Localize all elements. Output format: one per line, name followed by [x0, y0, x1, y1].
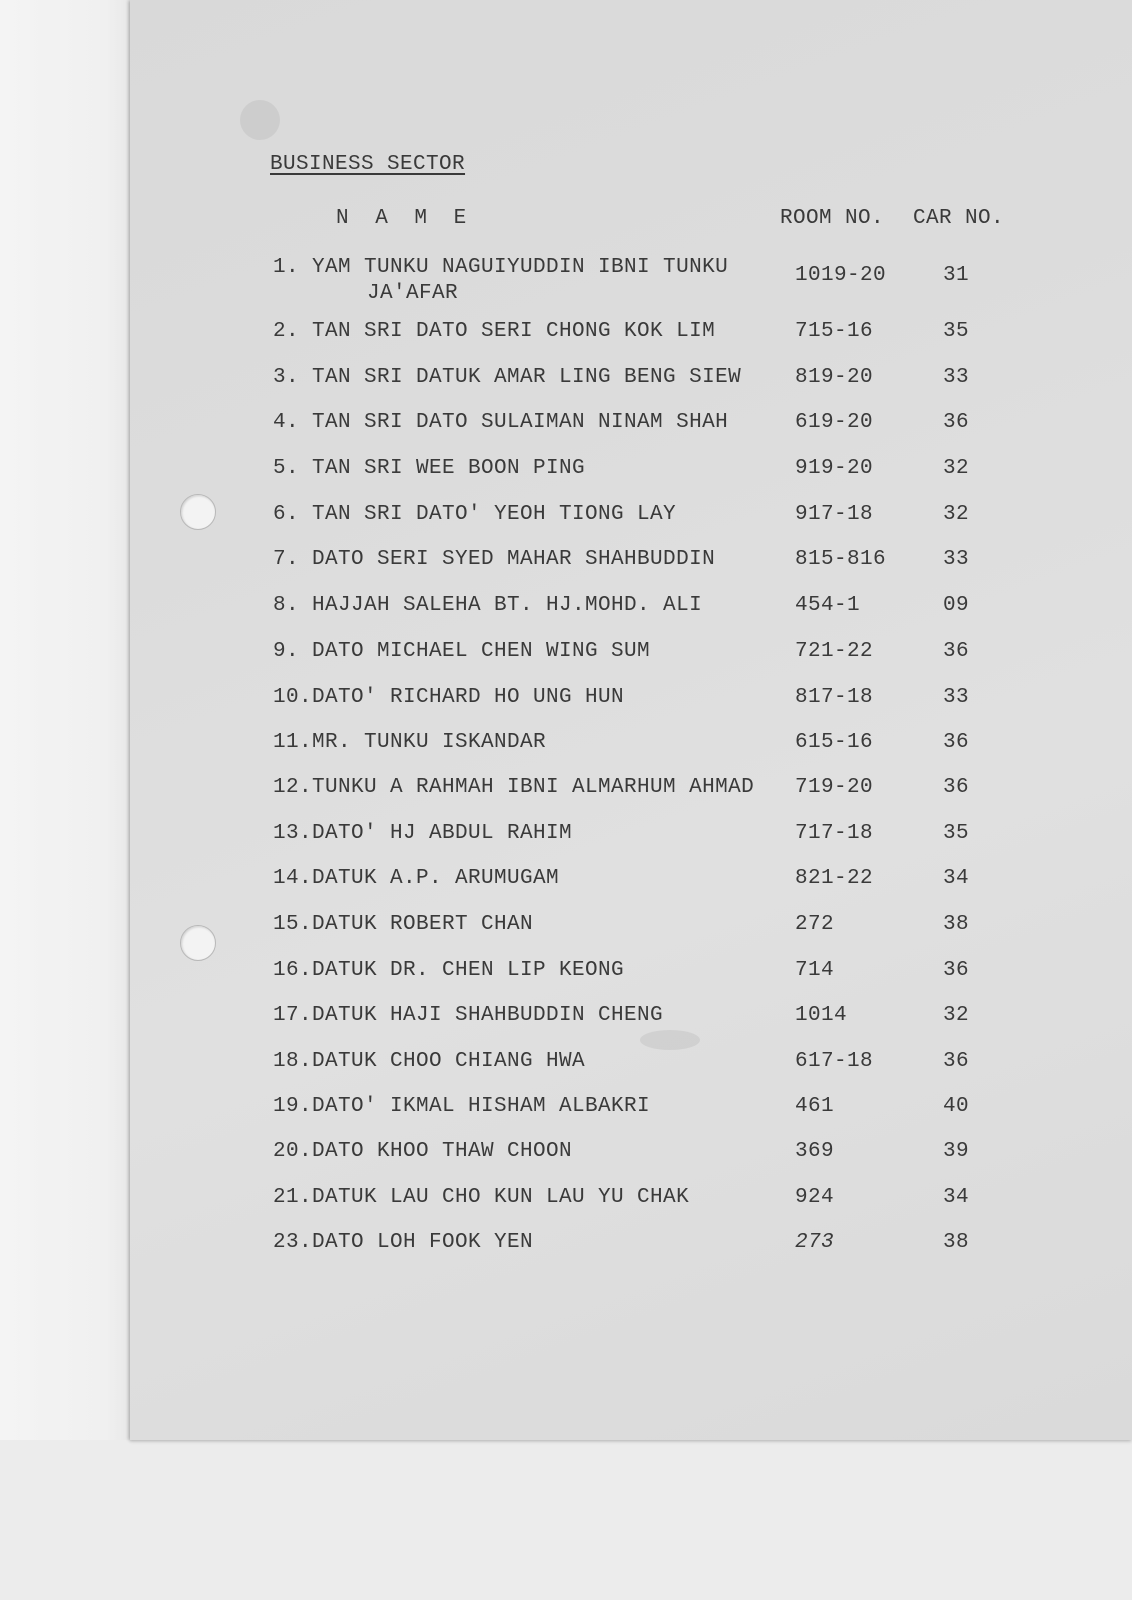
entry-car: 09	[943, 594, 970, 617]
entry-car: 35	[943, 822, 970, 845]
table-row	[0, 411, 1132, 451]
entry-room: 917-18	[795, 503, 874, 526]
entry-car: 38	[943, 1231, 970, 1254]
entry-name: 10.DATO' RICHARD HO UNG HUN	[273, 686, 625, 709]
table-row	[0, 776, 1132, 816]
table-row	[0, 1231, 1132, 1271]
entry-room: 924	[795, 1186, 835, 1209]
table-row	[0, 1095, 1132, 1135]
table-row	[0, 1004, 1132, 1044]
entry-room: 717-18	[795, 822, 874, 845]
entry-car: 36	[943, 959, 970, 982]
entry-room: 819-20	[795, 366, 874, 389]
entry-car: 33	[943, 548, 970, 571]
entry-car: 33	[943, 366, 970, 389]
entry-room: 454-1	[795, 594, 861, 617]
entry-room: 821-22	[795, 867, 874, 890]
entry-car: 36	[943, 776, 970, 799]
entry-room: 817-18	[795, 686, 874, 709]
entry-name: 16.DATUK DR. CHEN LIP KEONG	[273, 959, 625, 982]
entry-name: 3. TAN SRI DATUK AMAR LING BENG SIEW	[273, 366, 742, 389]
table-row	[0, 1050, 1132, 1090]
entry-name: 23.DATO LOH FOOK YEN	[273, 1231, 534, 1254]
table-row	[0, 503, 1132, 543]
column-header-name: N A M E	[336, 207, 474, 230]
table-row	[0, 256, 1132, 305]
entry-room: 617-18	[795, 1050, 874, 1073]
table-row	[0, 913, 1132, 953]
entry-name: 4. TAN SRI DATO SULAIMAN NINAM SHAH	[273, 411, 729, 434]
entry-room: 369	[795, 1140, 835, 1163]
entry-name: 15.DATUK ROBERT CHAN	[273, 913, 534, 936]
page-title: BUSINESS SECTOR	[270, 153, 466, 176]
entry-room: 714	[795, 959, 835, 982]
table-row	[0, 457, 1132, 497]
entry-name-continued: JA'AFAR	[367, 282, 459, 305]
table-row	[0, 867, 1132, 907]
table-row	[0, 1186, 1132, 1226]
table-row	[0, 1140, 1132, 1180]
entry-room: 619-20	[795, 411, 874, 434]
table-row	[0, 366, 1132, 406]
table-row	[0, 686, 1132, 726]
entry-room: 615-16	[795, 731, 874, 754]
table-row	[0, 640, 1132, 680]
entry-room: 273	[795, 1231, 835, 1254]
column-header-room: ROOM NO.	[780, 207, 885, 230]
column-header-car: CAR NO.	[913, 207, 1005, 230]
table-row	[0, 320, 1132, 360]
entry-name: 2. TAN SRI DATO SERI CHONG KOK LIM	[273, 320, 716, 343]
entry-name: 7. DATO SERI SYED MAHAR SHAHBUDDIN	[273, 548, 716, 571]
entry-name: 5. TAN SRI WEE BOON PING	[273, 457, 586, 480]
entry-car: 36	[943, 1050, 970, 1073]
entry-name: 18.DATUK CHOO CHIANG HWA	[273, 1050, 586, 1073]
entry-car: 38	[943, 913, 970, 936]
entry-car: 32	[943, 1004, 970, 1027]
entry-room: 715-16	[795, 320, 874, 343]
entry-room: 1019-20	[795, 264, 887, 287]
scanner-bed-bottom	[0, 1440, 1132, 1600]
entry-room: 815-816	[795, 548, 887, 571]
entry-name: 8. HAJJAH SALEHA BT. HJ.MOHD. ALI	[273, 594, 703, 617]
entry-name: 20.DATO KHOO THAW CHOON	[273, 1140, 573, 1163]
entry-name: 14.DATUK A.P. ARUMUGAM	[273, 867, 560, 890]
entry-car: 40	[943, 1095, 970, 1118]
table-row	[0, 822, 1132, 862]
entry-car: 32	[943, 503, 970, 526]
table-row	[0, 731, 1132, 771]
entry-room: 272	[795, 913, 835, 936]
table-row	[0, 594, 1132, 634]
entry-name: 6. TAN SRI DATO' YEOH TIONG LAY	[273, 503, 677, 526]
entry-car: 36	[943, 640, 970, 663]
entry-car: 32	[943, 457, 970, 480]
entry-name: 12.TUNKU A RAHMAH IBNI ALMARHUM AHMAD	[273, 776, 755, 799]
entry-car: 34	[943, 867, 970, 890]
entry-room: 721-22	[795, 640, 874, 663]
paper-smudge	[240, 100, 280, 140]
table-row	[0, 548, 1132, 588]
entry-name: 9. DATO MICHAEL CHEN WING SUM	[273, 640, 651, 663]
entry-name: 19.DATO' IKMAL HISHAM ALBAKRI	[273, 1095, 651, 1118]
entry-car: 34	[943, 1186, 970, 1209]
entry-room: 919-20	[795, 457, 874, 480]
entry-car: 36	[943, 731, 970, 754]
entry-room: 1014	[795, 1004, 848, 1027]
entry-car: 36	[943, 411, 970, 434]
entry-room: 461	[795, 1095, 835, 1118]
entry-name: 21.DATUK LAU CHO KUN LAU YU CHAK	[273, 1186, 690, 1209]
table-row	[0, 959, 1132, 999]
entry-name: 11.MR. TUNKU ISKANDAR	[273, 731, 547, 754]
entry-name: 17.DATUK HAJI SHAHBUDDIN CHENG	[273, 1004, 664, 1027]
entry-car: 35	[943, 320, 970, 343]
entry-car: 31	[943, 264, 970, 287]
entry-car: 33	[943, 686, 970, 709]
entry-car: 39	[943, 1140, 970, 1163]
entry-name: 1. YAM TUNKU NAGUIYUDDIN IBNI TUNKU	[273, 256, 729, 279]
entry-room: 719-20	[795, 776, 874, 799]
entry-name: 13.DATO' HJ ABDUL RAHIM	[273, 822, 573, 845]
